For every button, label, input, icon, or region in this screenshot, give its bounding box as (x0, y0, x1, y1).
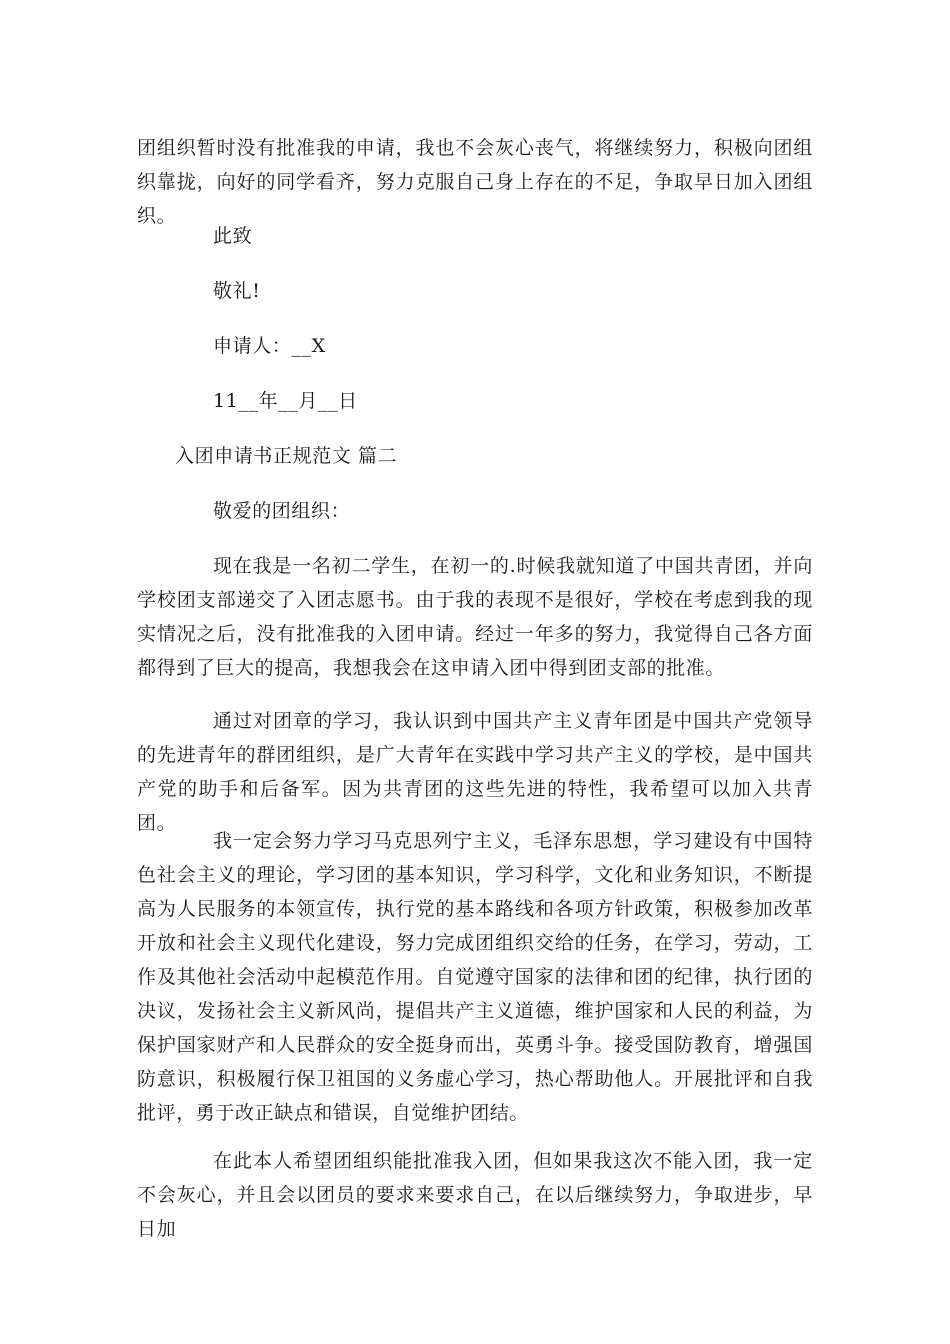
date-line: 11__年__月__日 (213, 390, 358, 412)
continuation-paragraph: 团组织暂时没有批准我的申请，我也不会灰心丧气，将继续努力，积极向团组织靠拢，向好的同学看齐，努力克服自己身上存在的不足，争取早日加入团组织。 (137, 137, 813, 227)
body-paragraph-2: 通过对团章的学习，我认识到中国共产主义青年团是中国共产党领导的先进青年的群团组织，是广大青年在实践中学习共产主义的学校，是中国共产党的助手和后备军。因为共青团的这些先进的特性，我希望可以加入共青团。 (137, 710, 813, 834)
body-paragraph-3: 我一定会努力学习马克思列宁主义，毛泽东思想，学习建设有中国特色社会主义的理论，学习团的基本知识，学习科学，文化和业务知识，不断提高为人民服务的本领宣传，执行党的基本路线和各项方针政策，积极参加改革开放和社会主义现代化建设，努力完成团组织交给的任务，在学习，劳动，工作及其他社会活动中起模范作用。自觉遵守国家的法律和团的纪律，执行团的决议，发扬社会主义新风尚，提倡共产主义道德，维护国家和人民的利益，为保护国家财产和人民群众的安全挺身而出，英勇斗争。接受国防教育，增强国防意识，积极履行保卫祖国的义务虚心学习，热心帮助他人。开展批评和自我批评，勇于改正缺点和错误，自觉维护团结。 (137, 830, 813, 1124)
body-paragraph-4: 在此本人希望团组织能批准我入团，但如果我这次不能入团，我一定不会灰心，并且会以团员的要求来要求自己，在以后继续努力，争取进步，早日加 (137, 1150, 813, 1240)
section-heading: 入团申请书正规范文 篇二 (175, 445, 398, 467)
closing-respect: 敬礼! (213, 280, 261, 302)
applicant-line: 申请人：__X (213, 335, 326, 357)
closing-salutation: 此致 (213, 225, 253, 247)
body-paragraph-1: 现在我是一名初二学生，在初一的.时候我就知道了中国共青团，并向学校团支部递交了入团志愿书。由于我的表现不是很好，学校在考虑到我的现实情况之后，没有批准我的入团申请。经过一年多的努力，我觉得自己各方面都得到了巨大的提高，我想我会在这申请入团中得到团支部的批准。 (137, 555, 813, 679)
greeting: 敬爱的团组织： (213, 500, 351, 522)
